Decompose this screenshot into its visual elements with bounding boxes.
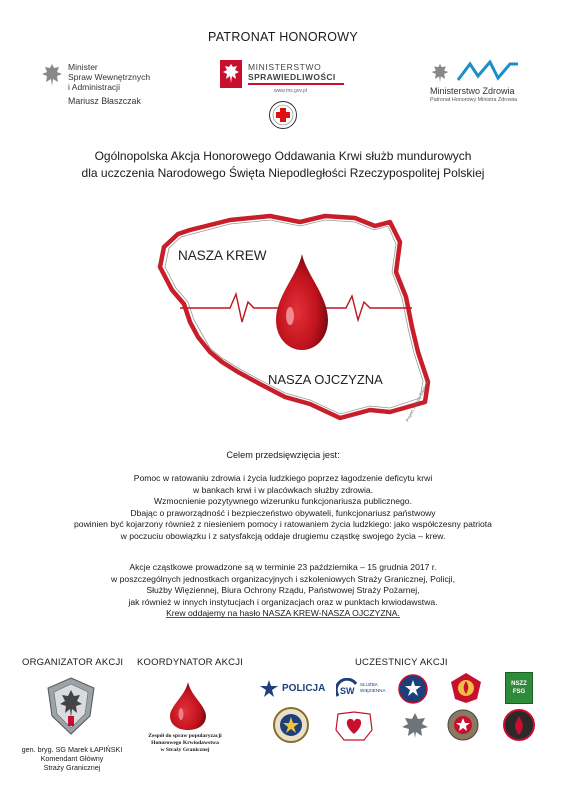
poster-graphic xyxy=(150,212,440,437)
nszz-fsg-logo xyxy=(505,672,533,704)
academy-badge-icon xyxy=(272,706,310,744)
coordinator-line1: Zespół do spraw popularyzacji xyxy=(148,733,222,739)
association-badge-icon xyxy=(502,708,536,742)
red-cross-icon xyxy=(268,100,298,130)
ms-line2: SPRAWIEDLIWOŚCI xyxy=(248,72,336,82)
participants-label: UCZESTNICY AKCJI xyxy=(355,657,448,668)
organizer-person: gen. bryg. SG Marek ŁAPIŃSKI xyxy=(21,745,123,754)
period-line: w poszczególnych jednostkach organizacyjnych i szkoleniowych Straży Granicznej, Policji, xyxy=(111,573,455,584)
coordinator-caption xyxy=(130,733,240,754)
heart-map-icon xyxy=(334,710,374,742)
organizer-caption xyxy=(8,745,136,772)
patron-mz xyxy=(430,60,540,104)
mz-subtitle: Patronat Honorowy Ministra Zdrowia xyxy=(430,97,518,103)
fire-service-badge-icon xyxy=(450,672,482,704)
mswia-person: Mariusz Błaszczak xyxy=(68,96,141,106)
period-line: Akcje cząstkowe prowadzone są w terminie 23 października – 15 grudnia 2017 r. xyxy=(129,562,437,572)
gendarmerie-badge-icon xyxy=(446,708,480,742)
goal-line: powinien być kojarzony również z niesieniem pomocy i ratowaniem życia ludzkiego: jako współczesny patriota xyxy=(74,519,492,530)
polish-eagle-icon xyxy=(220,60,242,88)
blood-drop-icon xyxy=(168,680,208,732)
sw-line1: SŁUŻBA xyxy=(360,682,378,687)
mz-title: Ministerstwo Zdrowia xyxy=(430,86,515,96)
action-heading xyxy=(20,148,546,182)
ms-line1: MINISTERSTWO xyxy=(248,62,322,72)
goal-line: w bankach krwi i w placówkach służby zdrowia. xyxy=(192,484,374,495)
heading-line1: Ogólnopolska Akcja Honorowego Oddawania Krwi służb mundurowych xyxy=(94,149,472,163)
organizer-role2: Straży Granicznej xyxy=(43,763,101,772)
ms-url: www.ms.gov.pl xyxy=(274,88,307,94)
period-line: Służby Więziennej, Biura Ochrony Rządu, Państwowej Straży Pożarnej, xyxy=(146,585,420,596)
policja-text: POLICJA xyxy=(282,683,326,694)
poster-text-top: NASZA KREW xyxy=(178,248,267,263)
sluzba-wiezienna-logo xyxy=(336,678,392,700)
poster-text-bottom: NASZA OJCZYZNA xyxy=(268,372,383,387)
coordinator-line3: w Straży Granicznej xyxy=(160,747,210,753)
mswia-line3: i Administracji xyxy=(68,82,120,92)
prison-service-icon xyxy=(336,678,358,700)
military-eagle-icon xyxy=(400,710,430,740)
heading-line2: dla uczczenia Narodowego Święta Niepodległości Rzeczypospolitej Polskiej xyxy=(81,166,485,180)
goal-line: Wzmocnienie pozytywnego wizerunku funkcjonariusza publicznego. xyxy=(154,496,412,507)
polish-eagle-icon xyxy=(40,62,64,88)
goal-line: Pomoc w ratowaniu zdrowia i życia ludzkiego poprzez łagodzenie deficytu krwi xyxy=(133,473,433,483)
mz-logo-icon xyxy=(456,60,520,82)
sw-text xyxy=(360,682,386,694)
organizer-label: ORGANIZATOR AKCJI xyxy=(22,657,124,668)
nszz-text xyxy=(506,680,532,696)
svg-text:SW: SW xyxy=(340,686,355,696)
coordinator-line2: Honorowego Krwiodawstwa xyxy=(151,740,219,746)
bor-badge-icon xyxy=(398,674,428,704)
nszz-line1: NSZZ xyxy=(511,681,527,687)
mswia-line1: Minister xyxy=(68,62,98,72)
motto: Krew oddajemy na hasło NASZA KREW-NASZA OJCZYZNA. xyxy=(166,608,400,619)
police-star-icon xyxy=(260,680,278,698)
nszz-line2: FSG xyxy=(512,689,526,695)
poster-credit: Projekt: Andrzej Świderski xyxy=(404,379,431,423)
goals-list xyxy=(20,473,546,543)
coordinator-label: KOORDYNATOR AKCJI xyxy=(137,657,243,668)
patron-ms xyxy=(218,58,348,96)
policja-logo xyxy=(260,680,326,698)
polish-eagle-icon xyxy=(430,62,450,84)
border-guard-emblem-icon xyxy=(46,676,96,736)
period-text xyxy=(20,562,546,620)
goal-line: Dbając o praworządność i bezpieczeństwo obywateli, funkcjonariusz państwowy xyxy=(130,507,436,518)
goal-line: w poczuciu obowiązku i z satysfakcją oddaje drugiemu cząstkę swojego życia – krew. xyxy=(120,530,446,541)
mswia-line2: Spraw Wewnętrznych xyxy=(68,72,151,82)
patron-mswia xyxy=(40,62,170,112)
goals-title: Celem przedsięwzięcia jest: xyxy=(226,450,340,460)
patronat-title: PATRONAT HONOROWY xyxy=(207,30,358,44)
ms-underline xyxy=(248,83,344,85)
organizer-role1: Komendant Główny xyxy=(40,754,104,763)
period-line: jak również w innych instytucjach i organizacjach oraz w punktach krwiodawstwa. xyxy=(128,596,438,607)
sw-line2: WIĘZIENNA xyxy=(360,688,386,693)
